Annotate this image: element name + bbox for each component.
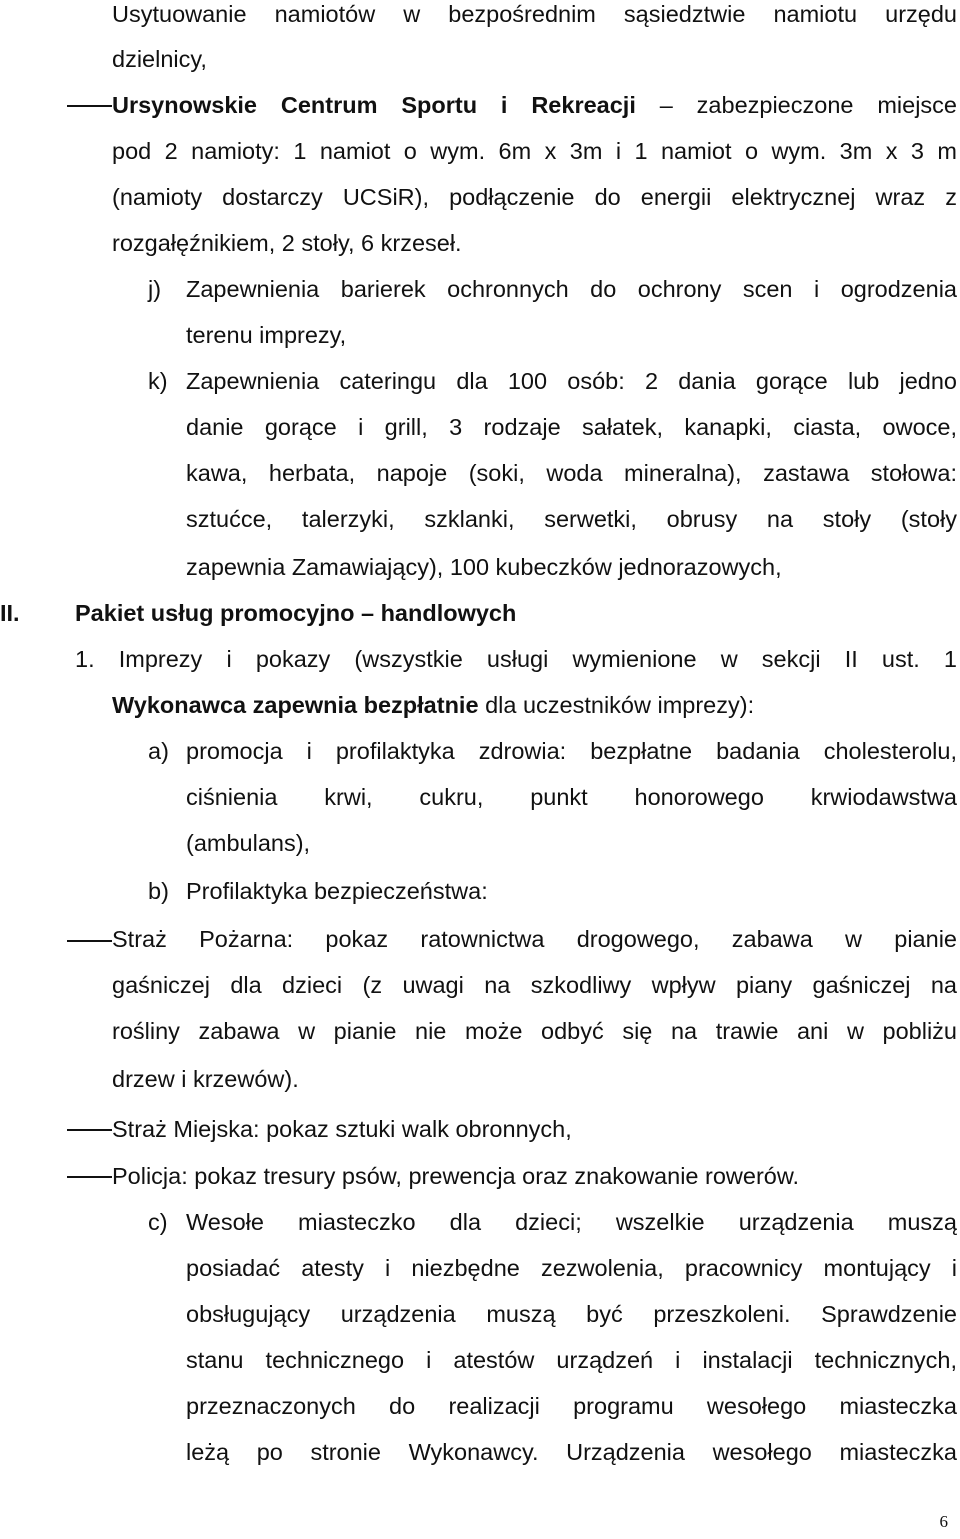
text-line: zapewnia Zamawiający), 100 kubeczków jednorazowych, [186,554,782,580]
bold-text: Wykonawca zapewnia bezpłatnie [112,692,479,718]
text-line: ciśnienia krwi, cukru, punkt honorowego krwiodawstwa [186,784,957,810]
text-line: Policja: pokaz tresury psów, prewencja oraz znakowanie rowerów. [112,1163,800,1189]
text-line: dzielnicy, [112,46,207,72]
bold-text: Ursynowskie Centrum Sportu i Rekreacji [112,92,636,118]
text-line: pod 2 namioty: 1 namiot o wym. 6m x 3m i 1 namiot o wym. 3m x 3 m [112,138,957,164]
text-line: Zapewnienia barierek ochronnych do ochrony scen i ogrodzenia [186,276,957,302]
text-line: 1. Imprezy i pokazy (wszystkie usługi wymienione w sekcji II ust. 1 [75,646,957,672]
text-line: danie gorące i grill, 3 rodzaje sałatek, kanapki, ciasta, owoce, [186,414,957,440]
text-line: gaśniczej dla dzieci (z uwagi na szkodliwy wpływ piany gaśniczej na [112,972,957,998]
text-line: leżą po stronie Wykonawcy. Urządzenia wesołego miasteczka [186,1439,957,1465]
page-number: 6 [939,1512,948,1531]
text-line: sztućce, talerzyki, szklanki, serwetki, obrusy na stoły (stoły [186,506,957,532]
list-label: c) [148,1209,168,1235]
text-line: Straż Pożarna: pokaz ratownictwa drogowego, zabawa w pianie [112,926,957,952]
text-line: Zapewnienia cateringu dla 100 osób: 2 dania gorące lub jedno [186,368,957,394]
section-number: II. [0,600,20,626]
dash-bullet [67,105,112,107]
text-line [112,691,754,719]
text-line: obsługujący urządzenia muszą być przeszkoleni. Sprawdzenie [186,1301,957,1327]
text-line: rozgałęźnikiem, 2 stoły, 6 krzeseł. [112,230,462,256]
text-line [112,91,957,119]
text-span: dla uczestników imprezy): [478,692,755,718]
text-line: stanu technicznego i atestów urządzeń i instalacji technicznych, [186,1347,957,1373]
text-line: Wesołe miasteczko dla dzieci; wszelkie urządzenia muszą [186,1209,957,1235]
text-line: drzew i krzewów). [112,1066,299,1092]
list-label: k) [148,368,168,394]
text-line: (ambulans), [186,830,311,856]
dash-bullet [67,1176,112,1178]
text-line: terenu imprezy, [186,322,347,348]
text-line: rośliny zabawa w pianie nie może odbyć się na trawie ani w pobliżu [112,1018,957,1044]
text-span: – zabezpieczone miejsce [635,92,957,118]
text-line: Straż Miejska: pokaz sztuki walk obronnych, [112,1116,572,1142]
list-label: j) [148,276,162,302]
section-title: Pakiet usług promocyjno – handlowych [75,600,517,626]
text-line: przeznaczonych do realizacji programu wesołego miasteczka [186,1393,957,1419]
text-line: posiadać atesty i niezbędne zezwolenia, pracownicy montujący i [186,1255,957,1281]
dash-bullet [67,940,112,942]
text-line: (namioty dostarczy UCSiR), podłączenie do energii elektrycznej wraz z [112,184,957,210]
text-line: Profilaktyka bezpieczeństwa: [186,878,488,904]
list-label: a) [148,738,169,764]
dash-bullet [67,1129,112,1131]
text-line: kawa, herbata, napoje (soki, woda mineralna), zastawa stołowa: [186,460,957,486]
text-line: promocja i profilaktyka zdrowia: bezpłatne badania cholesterolu, [186,738,957,764]
list-label: b) [148,878,169,904]
text-line: Usytuowanie namiotów w bezpośrednim sąsiedztwie namiotu urzędu [112,1,957,27]
